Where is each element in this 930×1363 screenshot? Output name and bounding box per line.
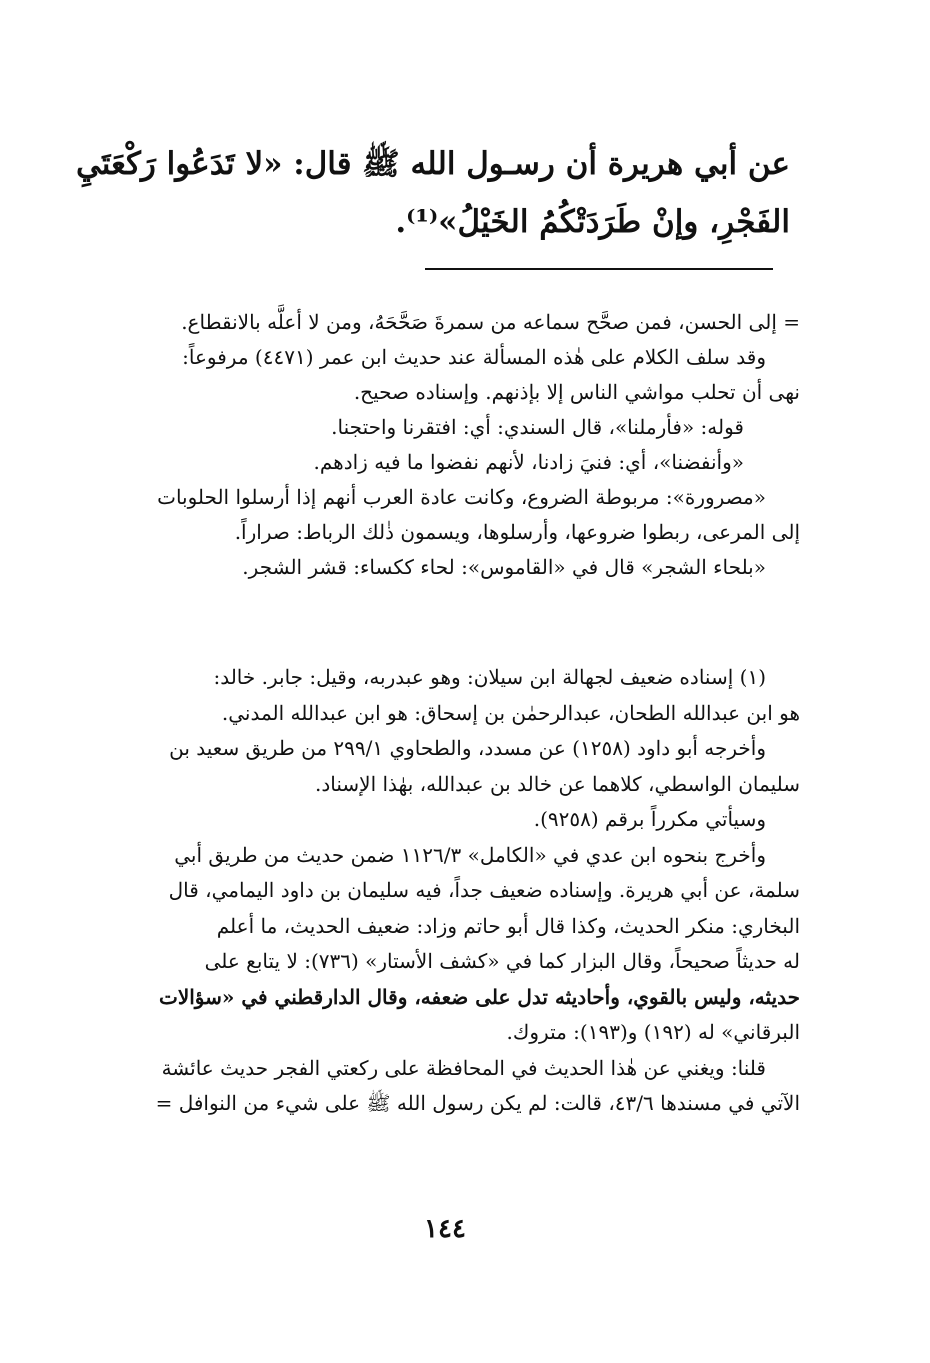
commentary-line: «بلحاء الشجر» قال في «القاموس»: لحاء ككساء: قشر الشجر. [242,555,766,579]
footnote-line: سلمة، عن أبي هريرة. وإسناده ضعيف جداً، فيه سليمان بن داود اليمامي، قال [168,878,800,902]
footnote-line: هو ابن عبدالله الطحان، عبدالرحمٰن بن إسحاق: هو ابن عبدالله المدني. [221,700,800,725]
commentary-line: وقد سلف الكلام على هٰذه المسألة عند حديث ابن عمر (٤٤٧١) مرفوعاً: [182,345,766,369]
commentary-line: «وأنفضنا»، أي: فنيَ زادنا، لأنهم نفضوا ما فيه زادهم. [313,450,744,474]
commentary-notes [82,305,800,585]
commentary-line: قوله: «فأرملنا»، قال السندي: أي: افتقرنا واحتجنا. [331,415,744,439]
commentary-line: «مصرورة»: مربوطة الضروع، وكانت عادة العرب أنهم إذا أرسلوا الحلوبات [157,485,766,509]
footnote-line: البخاري: منكر الحديث، وكذا قال أبو حاتم وزاد: ضعيف الحديث، ما أعلم [216,913,800,938]
footnote-line: وسيأتي مكرراً برقم (٩٢٥٨). [533,807,766,831]
footnote-line: البرقاني» له (١٩٢) و(١٩٣): متروك. [506,1020,800,1044]
page-number: ١٤٤ [424,1214,466,1244]
hadith-line: الفَجْرِ، وإنْ طَرَدَتْكُمُ الخَيْلُ»⁽¹⁾. [395,204,790,240]
footnote-divider [425,268,773,270]
commentary-line: = إلى الحسن، فمن صحَّح سماعه من سمرةَ صَحَّحَهُ، ومن لا أعلَّه بالانقطاع. [181,310,800,334]
hadith-text [75,135,790,251]
footnote-line: الآتي في مسندها ٤٣/٦، قالت: لم يكن رسول الله ﷺ على شيء من النوافل = [155,1091,800,1115]
footnote-line: وأخرج بنحوه ابن عدي في «الكامل» ١١٢٦/٣ ضمن حديث من طريق أبي [174,842,766,867]
commentary-line: إلى المرعى، ربطوا ضروعها، وأرسلوها، ويسمون ذٰلك الرباط: صراراً. [234,520,800,544]
footnote-line: (١) إسناده ضعيف لجهالة ابن سيلان: وهو عبدربه، وقيل: جابر. خالد: [213,665,766,689]
footnotes [82,660,800,1122]
commentary-line: نهى أن تحلب مواشي الناس إلا بإذنهم. وإسناده صحيح. [353,380,800,404]
footnote-line: قلنا: ويغني عن هٰذا الحديث في المحافظة على ركعتي الفجر حديث عائشة [161,1055,766,1080]
footnote-line: له حديثاً صحيحاً، وقال البزار كما في «كشف الأستار» (٧٣٦): لا يتابع على [204,949,800,973]
footnote-line: حديثه، وليس بالقوي، وأحاديثه تدل على ضعفه، وقال الدارقطني في «سؤالات [158,984,800,1009]
footnote-line: وأخرجه أبو داود (١٢٥٨) عن مسدد، والطحاوي ٢٩٩/١ من طريق سعيد بن [169,736,766,760]
hadith-line: عن أبي هريرة أن رسـول الله ﷺ قال: «لا تَدَعُوا رَكْعَتَيِ [75,146,790,182]
footnote-line: سليمان الواسطي، كلاهما عن خالد بن عبدالله، بهٰذا الإسناد. [315,771,800,796]
